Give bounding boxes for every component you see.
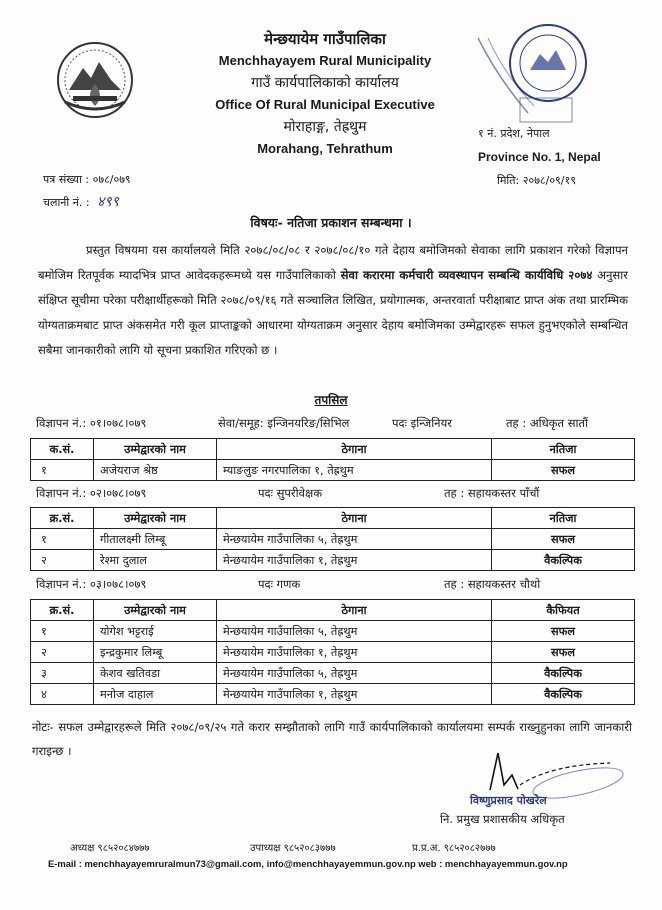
signatory-name: विष्णुप्रसाद पोखरेल bbox=[470, 794, 547, 807]
place-np: मोराहाङ्ग, तेह्रथुम bbox=[283, 119, 367, 135]
office-name-en: Office Of Rural Municipal Executive bbox=[215, 97, 435, 112]
note-text: नोटः- सफल उम्मेद्वारहरूले मिति २०७८/०९/२५ गते करार सम्झौताको लागि गाउँ कार्यपालिकाको कार्यालयमा सम्पर्क राख्नुहुनका लागि जानकारी गराइन्छ । bbox=[32, 720, 633, 758]
signatory-title: नि. प्रमुख प्रशासकीय अधिकृत bbox=[440, 812, 565, 826]
letterhead bbox=[180, 28, 470, 160]
chair-phone: अध्यक्ष ९८५२०८४७७७ bbox=[70, 843, 150, 854]
procedure-title: सेवा करारमा कर्मचारी व्यवस्थापन सम्बन्धि कार्यविधि २०७४ bbox=[340, 268, 593, 282]
province-en: Province No. 1, Nepal bbox=[478, 150, 601, 164]
vice-chair-phone: उपाध्यक्ष ९८५२०८३७७७ bbox=[250, 843, 336, 854]
table-row: १ अजेयराज श्रेष्ठ म्याङलुङ नगरपालिका १, तेह्रथुम सफल bbox=[31, 460, 635, 481]
results-table-1 bbox=[30, 438, 635, 481]
table-header-row: क्र.सं. उम्मेद्वारको नाम ठेगाना कैफियत bbox=[31, 600, 635, 621]
letter-date: मिति: २०७८/०९/१९ bbox=[497, 174, 576, 187]
results-table-2 bbox=[30, 507, 635, 571]
dispatch-number: चलानी नं. : ४९९ bbox=[43, 194, 119, 210]
table-row: २ इन्द्रकुमार लिम्बू मेन्छयायेम गाउँपालिका १, तेह्रथुम सफल bbox=[31, 642, 635, 663]
reference-number: पत्र संख्या : ०७८/०७९ bbox=[43, 173, 131, 186]
results-table-3 bbox=[30, 599, 635, 705]
table-header-row: क्र.सं. उम्मेद्वारको नाम ठेगाना नतिजा bbox=[31, 508, 635, 529]
municipality-name-np: मेन्छयायेम गाउँपालिका bbox=[264, 30, 386, 48]
cao-phone: प्र.प्र.अ. ९८५२०८२७७७ bbox=[412, 843, 496, 854]
table-row: २ रेश्मा दुलाल मेन्छयायेम गाउँपालिका १, तेह्रथुम वैकल्पिक bbox=[31, 550, 635, 571]
document-page: मेन्छयायेम गाउँपालिका Menchhayayem Rural Municipality गाउँ कार्यपालिकाको कार्यालय Office Of Rural Municipal Executive मोराहाङ्ग, तेह्रथुम Morahang, Tehrathum १ नं. प्रदेश, नेपाल Province No. 1, Nepal मिति: २०७८/०९/१९ पत्र संख्या : ०७८/०७९ चलानी नं. : ४९९ विषयः- नतिजा प्रकाशन सम्बन्धमा । प्रस्तुत विषयमा यस कार्यालयले मिति २०७८/०८/०८ र २०७८/०८/१० गते देहाय बमोजिमको सेवाका लागि प्रकाशन गरेको विज्ञापन बमोजिम रितपूर्वक म्यादभित्र प्राप्त आवेदकहरूमध्ये यस गाउँपालिकाको सेवा करारमा कर्मचारी व्यवस्थापन सम्बन्धि कार्यविधि २०७४ अनुसार संक्षिप्त सूचीमा परेका परीक्षार्थीहरूको मिति २०७८/०९/१६ गते सञ्चालित लिखित, प्रयोगात्मक, अन्तरवार्ता परीक्षाबाट प्राप्त अंक तथा प्रारम्भिक योग्यताक्रमबाट प्राप्त अंकसमेत गरी कूल प्राप्ताङ्कको आधारमा योग्यताक्रम अनुसार देहाय बमोजिमका उम्मेद्वारहरू सफल हुनुभएकोले सम्बन्धित सबैमा जानकारीको लागि यो सूचना प्रकाशित गरिएको छ । तपसिल विज्ञापन नं.: ०१।०७८।०७९ सेवा/समूह: इन्जिनयरिङ/सिभिल पदः इन्जिनियर तह : अधिकृत सातौं क.सं. उम्मेद्वारको नाम ठेगाना नतिजा १ अजेयराज श्रेष्ठ म्याङलुङ नगरपालिका १, तेह्रथुम सफल विज्ञापन नं.: ०२।०७८।०७९ पदः सुपरीवेक्षक तह : सहायकस्तर पाँचौं क्र.सं. उम्मेद्वारको नाम ठेगाना नतिजा १ गीतालक्ष्मी लिम्बू मेन्छयायेम गाउँपालिका ५, तेह्रथुम सफल २ रेश्मा दुलाल मेन्छयायेम गाउँपालिका १, तेह्रथुम वैकल्पिक विज्ञापन नं.: ०३।०७८।०७९ पदः गणक तह : सहायकस्तर चौथो क्र.सं. उम्मेद्वारको नाम ठेगाना कैफियत १ योगेश भट्टराई मेन्छयायेम गाउँपालिका ५, तेह्रथुम सफल २ इन्द्रकुमार लिम्बू मेन्छयायेम गाउँपालिका १, तेह्रथुम सफल ३ केशव खतिवडा मेन्छयायेम गाउँपालिका ५, तेह्रथुम वैकल्पिक ४ मनोज दाहाल मेन्छयायेम गाउँपालिका १, तेह्रथुम वैकल्पिक नोटः- सफल उम्मेद्वारहरूले मिति २०७८/०९/२५ गते करार सम्झौताको लागि गाउँ कार्यपालिकाको कार्यालयमा सम्पर्क राख्नुहुनका लागि जानकारी गराइन्छ । विष्णुप्रसाद पोखरेल नि. प्रमुख प्रशासकीय अधिकृत अध्यक्ष ९८५२०८४७७७ उपाध्यक्ष ९८५२०८३७७७ प्र.प्र.अ. ९८५२०८२७७७ E-mail : menchhayayemruralmun73@gmail.com, info@menchhayayemmun.gov.np web : menchhayayemmun.gov.np bbox=[0, 0, 662, 910]
table-row: १ योगेश भट्टराई मेन्छयायेम गाउँपालिका ५, तेह्रथुम सफल bbox=[31, 621, 635, 642]
letter-subject: विषयः- नतिजा प्रकाशन सम्बन्धमा । bbox=[250, 215, 412, 230]
province-np: १ नं. प्रदेश, नेपाल bbox=[478, 127, 550, 140]
annex-heading: तपसिल bbox=[314, 393, 348, 407]
municipality-name-en: Menchhayayem Rural Municipality bbox=[218, 53, 432, 68]
handwritten-dispatch-number: ४९९ bbox=[97, 194, 119, 210]
letter-body: प्रस्तुत विषयमा यस कार्यालयले मिति २०७८/०८/०८ र २०७८/०८/१० गते देहाय बमोजिमको सेवाका लागि प्रकाशन गरेको विज्ञापन बमोजिम रितपूर्वक म्यादभित्र प्राप्त आवेदकहरूमध्ये यस गाउँपालिकाको सेवा करारमा कर्मचारी व्यवस्थापन सम्बन्धि कार्यविधि २०७४ अनुसार संक्षिप्त सूचीमा परेका परीक्षार्थीहरूको मिति २०७८/०९/१६ गते सञ्चालित लिखित, प्रयोगात्मक, अन्तरवार्ता परीक्षाबाट प्राप्त अंक तथा प्रारम्भिक योग्यताक्रमबाट प्राप्त अंकसमेत गरी कूल प्राप्ताङ्कको आधारमा योग्यताक्रम अनुसार देहाय बमोजिमका उम्मेद्वारहरू सफल हुनुभएकोले सम्बन्धित सबैमा जानकारीको लागि यो सूचना प्रकाशित गरिएको छ । bbox=[38, 243, 629, 357]
table-header-row: क.सं. उम्मेद्वारको नाम ठेगाना नतिजा bbox=[31, 439, 635, 460]
office-seal-icon bbox=[468, 18, 618, 128]
table-row: ४ मनोज दाहाल मेन्छयायेम गाउँपालिका १, तेह्रथुम वैकल्पिक bbox=[31, 684, 635, 705]
nepal-emblem-icon bbox=[55, 40, 135, 120]
table-row: १ गीतालक्ष्मी लिम्बू मेन्छयायेम गाउँपालिका ५, तेह्रथुम सफल bbox=[31, 529, 635, 550]
table-row: ३ केशव खतिवडा मेन्छयायेम गाउँपालिका ५, तेह्रथुम वैकल्पिक bbox=[31, 663, 635, 684]
place-en: Morahang, Tehrathum bbox=[257, 141, 393, 156]
footer-contact: E-mail : menchhayayemruralmun73@gmail.com, info@menchhayayemmun.gov.np web : menchhayayemmun.gov.np bbox=[48, 858, 568, 869]
office-name-np: गाउँ कार्यपालिकाको कार्यालय bbox=[251, 75, 399, 91]
